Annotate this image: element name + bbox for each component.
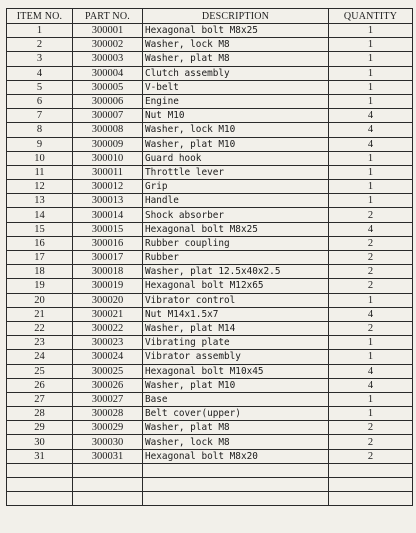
cell-item-no (7, 463, 73, 477)
cell-quantity: 1 (329, 336, 413, 350)
table-row (7, 208, 413, 222)
table-row (7, 293, 413, 307)
table-row (7, 279, 413, 293)
cell-item-no: 6 (7, 94, 73, 108)
cell-description: Rubber (143, 251, 329, 265)
cell-quantity: 4 (329, 109, 413, 123)
parts-table (6, 8, 413, 506)
table-row (7, 435, 413, 449)
cell-quantity (329, 478, 413, 492)
cell-quantity: 1 (329, 194, 413, 208)
table-row (7, 66, 413, 80)
cell-item-no: 25 (7, 364, 73, 378)
table-row (7, 463, 413, 477)
cell-quantity: 2 (329, 251, 413, 265)
cell-part-no (73, 478, 143, 492)
cell-quantity: 2 (329, 421, 413, 435)
cell-description: Washer, plat M10 (143, 378, 329, 392)
cell-quantity: 1 (329, 165, 413, 179)
cell-item-no (7, 478, 73, 492)
cell-description: Washer, lock M8 (143, 435, 329, 449)
cell-item-no: 18 (7, 265, 73, 279)
cell-part-no: 300013 (73, 194, 143, 208)
cell-item-no: 2 (7, 38, 73, 52)
table-row (7, 38, 413, 52)
cell-item-no: 1 (7, 24, 73, 38)
cell-part-no: 300024 (73, 350, 143, 364)
cell-item-no: 27 (7, 392, 73, 406)
cell-part-no: 300031 (73, 449, 143, 463)
cell-part-no: 300018 (73, 265, 143, 279)
cell-description: Rubber coupling (143, 236, 329, 250)
cell-item-no: 22 (7, 321, 73, 335)
cell-part-no: 300019 (73, 279, 143, 293)
table-row (7, 151, 413, 165)
cell-quantity: 4 (329, 123, 413, 137)
cell-item-no: 14 (7, 208, 73, 222)
header-row (7, 9, 413, 24)
cell-quantity: 1 (329, 38, 413, 52)
table-row (7, 194, 413, 208)
cell-item-no: 29 (7, 421, 73, 435)
cell-description: Washer, plat M8 (143, 421, 329, 435)
cell-description: Washer, lock M10 (143, 123, 329, 137)
cell-description (143, 463, 329, 477)
cell-quantity: 1 (329, 350, 413, 364)
cell-description: V-belt (143, 80, 329, 94)
cell-description: Hexagonal bolt M10x45 (143, 364, 329, 378)
cell-quantity: 1 (329, 80, 413, 94)
cell-part-no: 300015 (73, 222, 143, 236)
cell-quantity: 4 (329, 307, 413, 321)
cell-part-no: 300022 (73, 321, 143, 335)
cell-part-no: 300025 (73, 364, 143, 378)
cell-item-no: 28 (7, 407, 73, 421)
cell-quantity: 1 (329, 392, 413, 406)
cell-item-no: 16 (7, 236, 73, 250)
cell-description: Base (143, 392, 329, 406)
cell-description (143, 478, 329, 492)
table-row (7, 165, 413, 179)
cell-part-no: 300011 (73, 165, 143, 179)
cell-description: Washer, plat M14 (143, 321, 329, 335)
cell-description: Hexagonal bolt M12x65 (143, 279, 329, 293)
table-row (7, 180, 413, 194)
table-row (7, 478, 413, 492)
cell-part-no: 300005 (73, 80, 143, 94)
table-row (7, 109, 413, 123)
cell-part-no (73, 492, 143, 506)
cell-item-no: 17 (7, 251, 73, 265)
table-row (7, 265, 413, 279)
table-row (7, 52, 413, 66)
table-row (7, 336, 413, 350)
table-row (7, 94, 413, 108)
header-description: DESCRIPTION (143, 9, 329, 24)
cell-part-no: 300026 (73, 378, 143, 392)
cell-item-no: 19 (7, 279, 73, 293)
cell-description: Shock absorber (143, 208, 329, 222)
cell-description: Nut M14x1.5x7 (143, 307, 329, 321)
cell-description: Washer, plat 12.5x40x2.5 (143, 265, 329, 279)
cell-part-no: 300003 (73, 52, 143, 66)
cell-description: Throttle lever (143, 165, 329, 179)
table-row (7, 24, 413, 38)
cell-description: Hexagonal bolt M8x25 (143, 222, 329, 236)
cell-quantity: 2 (329, 321, 413, 335)
header-part-no: PART NO. (73, 9, 143, 24)
cell-part-no: 300030 (73, 435, 143, 449)
cell-item-no: 11 (7, 165, 73, 179)
cell-item-no: 13 (7, 194, 73, 208)
cell-item-no: 12 (7, 180, 73, 194)
cell-description: Vibrator assembly (143, 350, 329, 364)
cell-quantity: 1 (329, 94, 413, 108)
cell-item-no: 24 (7, 350, 73, 364)
cell-item-no: 4 (7, 66, 73, 80)
cell-item-no: 30 (7, 435, 73, 449)
cell-description: Engine (143, 94, 329, 108)
cell-part-no: 300029 (73, 421, 143, 435)
cell-quantity: 1 (329, 407, 413, 421)
cell-item-no: 9 (7, 137, 73, 151)
cell-part-no: 300007 (73, 109, 143, 123)
cell-part-no: 300028 (73, 407, 143, 421)
cell-quantity: 1 (329, 180, 413, 194)
cell-part-no: 300017 (73, 251, 143, 265)
table-body (7, 24, 413, 506)
cell-description: Washer, plat M10 (143, 137, 329, 151)
cell-description: Nut M10 (143, 109, 329, 123)
cell-quantity: 2 (329, 279, 413, 293)
cell-item-no (7, 492, 73, 506)
table-row (7, 378, 413, 392)
cell-quantity: 2 (329, 236, 413, 250)
cell-item-no: 21 (7, 307, 73, 321)
cell-description: Grip (143, 180, 329, 194)
table-row (7, 137, 413, 151)
cell-quantity: 1 (329, 24, 413, 38)
table-header (7, 9, 413, 24)
cell-part-no: 300008 (73, 123, 143, 137)
table-row (7, 222, 413, 236)
cell-description: Hexagonal bolt M8x20 (143, 449, 329, 463)
table-row (7, 492, 413, 506)
table-row (7, 350, 413, 364)
cell-part-no: 300010 (73, 151, 143, 165)
cell-quantity: 2 (329, 435, 413, 449)
cell-description: Clutch assembly (143, 66, 329, 80)
cell-item-no: 3 (7, 52, 73, 66)
cell-quantity: 4 (329, 222, 413, 236)
header-quantity: QUANTITY (329, 9, 413, 24)
cell-quantity: 4 (329, 364, 413, 378)
cell-part-no: 300023 (73, 336, 143, 350)
cell-quantity: 1 (329, 66, 413, 80)
header-item-no: ITEM NO. (7, 9, 73, 24)
cell-item-no: 5 (7, 80, 73, 94)
cell-part-no: 300027 (73, 392, 143, 406)
cell-description: Belt cover(upper) (143, 407, 329, 421)
cell-quantity: 2 (329, 449, 413, 463)
cell-description: Vibrating plate (143, 336, 329, 350)
table-row (7, 421, 413, 435)
table-row (7, 392, 413, 406)
cell-item-no: 10 (7, 151, 73, 165)
cell-part-no (73, 463, 143, 477)
cell-part-no: 300004 (73, 66, 143, 80)
cell-quantity: 4 (329, 378, 413, 392)
cell-item-no: 26 (7, 378, 73, 392)
cell-quantity: 1 (329, 151, 413, 165)
table-row (7, 307, 413, 321)
table-row (7, 251, 413, 265)
cell-part-no: 300002 (73, 38, 143, 52)
table-row (7, 123, 413, 137)
cell-part-no: 300001 (73, 24, 143, 38)
cell-quantity (329, 463, 413, 477)
cell-description (143, 492, 329, 506)
cell-item-no: 20 (7, 293, 73, 307)
cell-description: Handle (143, 194, 329, 208)
cell-description: Guard hook (143, 151, 329, 165)
cell-part-no: 300020 (73, 293, 143, 307)
cell-description: Vibrator control (143, 293, 329, 307)
cell-item-no: 7 (7, 109, 73, 123)
table-row (7, 236, 413, 250)
cell-part-no: 300014 (73, 208, 143, 222)
cell-part-no: 300012 (73, 180, 143, 194)
table-row (7, 80, 413, 94)
cell-item-no: 8 (7, 123, 73, 137)
cell-item-no: 23 (7, 336, 73, 350)
cell-part-no: 300016 (73, 236, 143, 250)
table-row (7, 449, 413, 463)
cell-quantity: 1 (329, 293, 413, 307)
cell-quantity: 2 (329, 208, 413, 222)
cell-part-no: 300006 (73, 94, 143, 108)
cell-quantity (329, 492, 413, 506)
table-row (7, 407, 413, 421)
table-row (7, 321, 413, 335)
table-row (7, 364, 413, 378)
cell-quantity: 2 (329, 265, 413, 279)
cell-part-no: 300009 (73, 137, 143, 151)
cell-item-no: 31 (7, 449, 73, 463)
cell-part-no: 300021 (73, 307, 143, 321)
cell-quantity: 4 (329, 137, 413, 151)
cell-description: Washer, plat M8 (143, 52, 329, 66)
cell-item-no: 15 (7, 222, 73, 236)
cell-quantity: 1 (329, 52, 413, 66)
cell-description: Washer, lock M8 (143, 38, 329, 52)
cell-description: Hexagonal bolt M8x25 (143, 24, 329, 38)
